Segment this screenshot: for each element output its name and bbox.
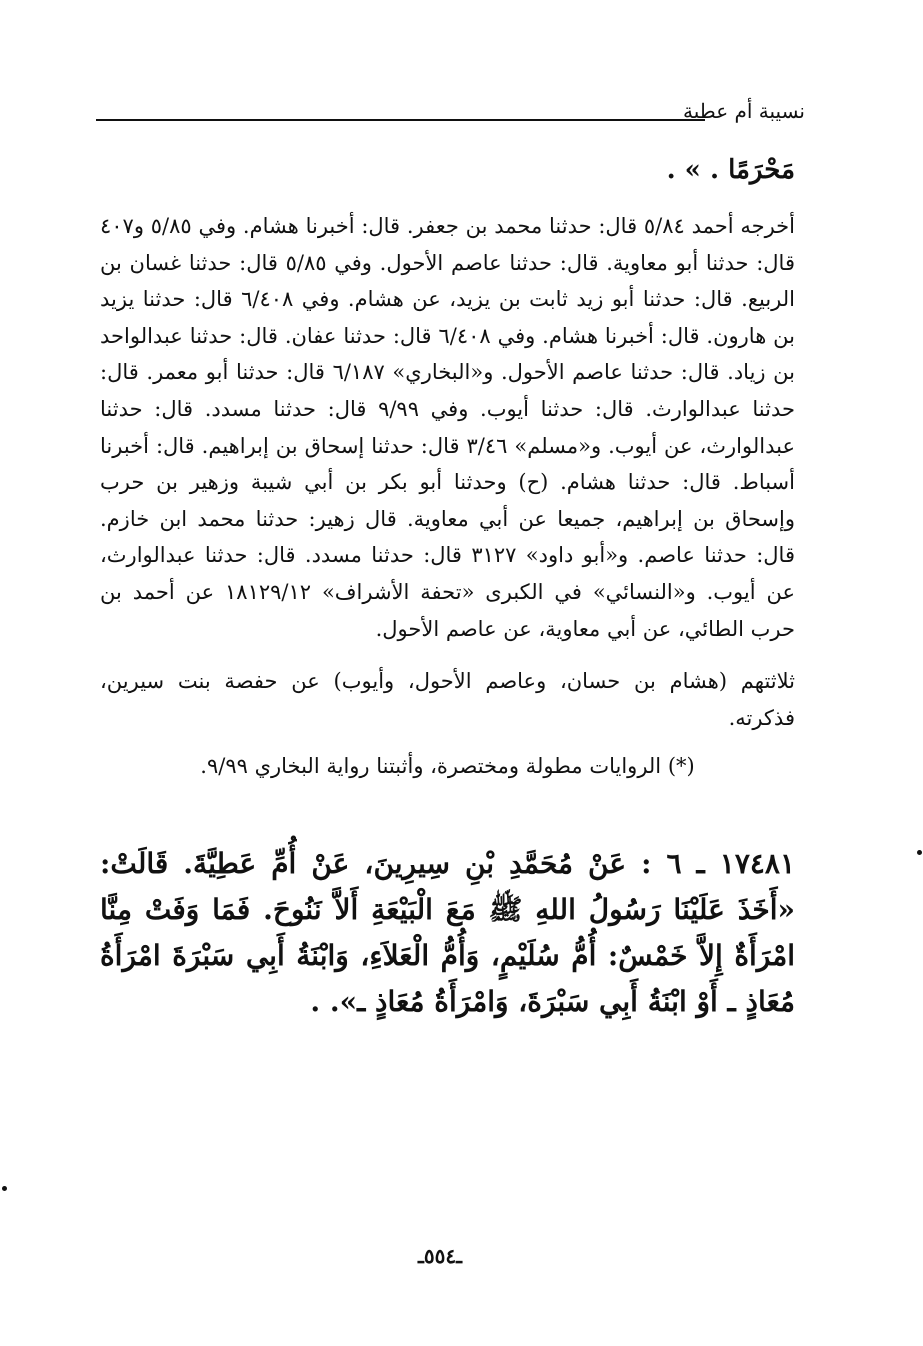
commentary-section bbox=[100, 208, 795, 785]
page-number: ـ٥٥٤ـ bbox=[418, 1244, 462, 1268]
hadith-text: ١٧٤٨١ ـ ٦ : عَنْ مُحَمَّدِ بْنِ سِيرِينَ، عَنْ أُمِّ عَطِيَّةَ. قَالَتْ: «أَخَذَ عَلَيْنَا رَسُولُ اللهِ ﷺ مَعَ الْبَيْعَةِ أَلاَّ نَنُوحَ. فَمَا وَفَتْ مِنَّا امْرَأَةٌ إِلاَّ خَمْسٌ: أُمُّ سُلَيْمٍ، وَأُمُّ الْعَلاَءِ، وَابْنَةُ أَبِي سَبْرَةَ امْرَأَةُ مُعَاذٍ ـ أَوْ ابْنَةُ أَبِي سَبْرَةَ، وَامْرَأَةُ مُعَاذٍ ـ». . bbox=[100, 846, 796, 1018]
margin-dot bbox=[917, 850, 922, 855]
summary-paragraph: ثلاثتهم (هشام بن حسان، وعاصم الأحول، وأيوب) عن حفصة بنت سيرين، فذكرته. bbox=[100, 669, 795, 730]
takhrij-paragraph: أخرجه أحمد ٥/٨٤ قال: حدثنا محمد بن جعفر. قال: أخبرنا هشام. وفي ٥/٨٥ و٤٠٧ قال: حدثنا أبو معاوية. قال: حدثنا عاصم الأحول. وفي ٥/٨٥ قال: حدثنا غسان بن الربيع. قال: حدثنا أبو زيد ثابت بن يزيد، عن هشام. وفي ٦/٤٠٨ قال: حدثنا يزيد بن هارون. قال: أخبرنا هشام. وفي ٦/٤٠٨ قال: حدثنا عفان. قال: حدثنا عبدالواحد بن زياد. قال: حدثنا عاصم الأحول. و«البخاري» ٦/١٨٧ قال: حدثنا أبو معمر. قال: حدثنا عبدالوارث. قال: حدثنا أيوب. وفي ٩/٩٩ قال: حدثنا مسدد. قال: حدثنا عبدالوارث، عن أيوب. و«مسلم» ٣/٤٦ قال: حدثنا إسحاق بن إبراهيم. قال: أخبرنا أسباط. قال: حدثنا هشام. (ح) وحدثنا أبو بكر بن أبي شيبة وزهير بن حرب وإسحاق بن إبراهيم، جميعا عن أبي معاوية. قال زهير: حدثنا محمد ابن خازم. قال: حدثنا عاصم. و«أبو داود» ٣١٢٧ قال: حدثنا مسدد. قال: حدثنا عبدالوارث، عن أيوب. و«النسائي» في الكبرى «تحفة الأشراف» ١٨١٢٩/١٢ عن أحمد بن حرب الطائي، عن أبي معاوية، عن عاصم الأحول. bbox=[100, 214, 796, 641]
header-rule bbox=[96, 119, 705, 121]
page-body bbox=[100, 148, 795, 1025]
opening-line: مَحْرَمًا . » . bbox=[666, 155, 795, 185]
footnote-paragraph: (*) الروايات مطولة ومختصرة، وأثبتنا رواية البخاري ٩/٩٩. bbox=[200, 754, 695, 779]
margin-dot bbox=[2, 1186, 7, 1191]
header-title: نسيبة أم عطية bbox=[683, 99, 805, 123]
running-header bbox=[96, 96, 805, 136]
